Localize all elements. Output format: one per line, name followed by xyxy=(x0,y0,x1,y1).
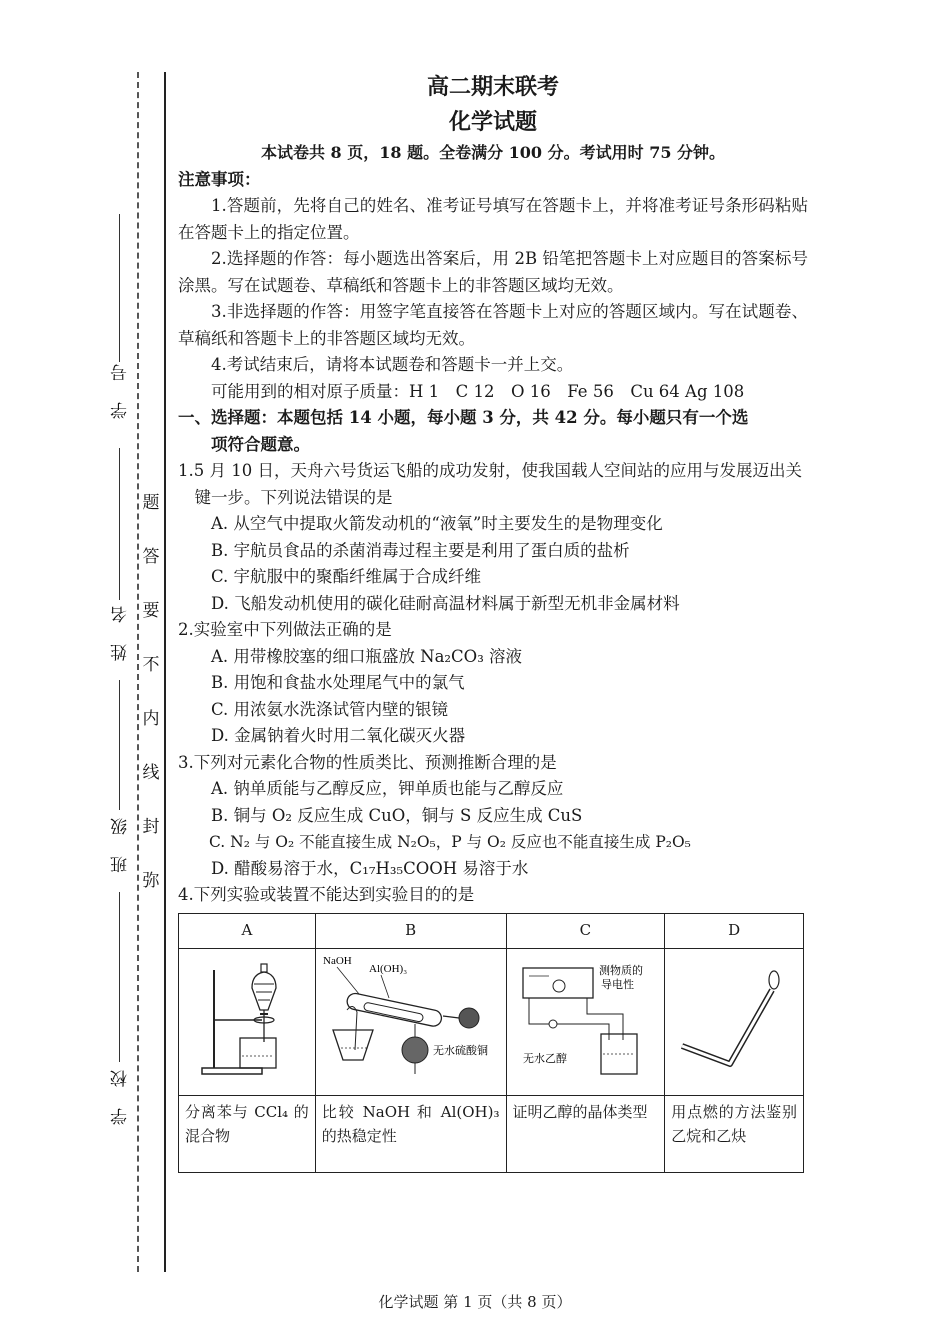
seal-char: 题 xyxy=(142,493,160,513)
school-label: 学 校 xyxy=(111,1068,131,1125)
note-item: 1.答题前，先将自己的姓名、准考证号填写在答题卡上，并将准考证号条形码粘贴在答题卡上的指定位置。 xyxy=(178,196,808,242)
desc-c: 证明乙醇的晶体类型 xyxy=(506,1096,665,1173)
option-b: B. 用饱和食盐水处理尾气中的氯气 xyxy=(211,673,465,692)
option-a: A. 用带橡胶塞的细口瓶盛放 Na₂CO₃ 溶液 xyxy=(211,646,523,666)
anhydrous-ethanol-label: 无水乙醇 xyxy=(523,1052,568,1065)
naoh-label: NaOH xyxy=(322,954,352,967)
exam-title: 高二期末联考 xyxy=(426,74,559,100)
col-header-d: D xyxy=(665,913,804,948)
student-id-fill-line[interactable] xyxy=(119,214,120,362)
seal-char: 答 xyxy=(142,547,160,567)
section-heading-cont: 项符合题意。 xyxy=(211,434,310,454)
page-footer: 化学试题 第 1 页（共 8 页） xyxy=(378,1293,572,1311)
student-id-label: 学 号 xyxy=(111,362,131,419)
option-a: A. 从空气中提取火箭发动机的“液氧”时主要发生的是物理变化 xyxy=(211,514,663,533)
option-c: C. N₂ 与 O₂ 不能直接生成 N₂O₅，P 与 O₂ 反应也不能直接生成 P₂O₅ xyxy=(209,833,691,851)
seal-char: 封 xyxy=(142,817,160,837)
question-3 xyxy=(178,750,808,883)
thermal-stability-apparatus-figure xyxy=(319,950,503,1086)
seal-char: 要 xyxy=(142,601,160,621)
question-2 xyxy=(178,617,808,750)
section-heading: 一、选择题：本题包括 14 小题，每小题 3 分，共 42 分。每小题只有一个选 xyxy=(178,408,749,427)
exam-subtitle: 化学试题 xyxy=(448,109,537,135)
question-stem: 1.5 月 10 日，天舟六号货运飞船的成功发射，使我国载人空间站的应用与发展迈出关键一步。下列说法错误的是 xyxy=(178,461,802,507)
name-fill-line[interactable] xyxy=(119,448,120,600)
option-b: B. 宇航员食品的杀菌消毒过程主要是利用了蛋白质的盐析 xyxy=(211,540,630,560)
class-label: 班 级 xyxy=(111,816,131,873)
anhydrous-cuso4-label: 无水硫酸铜 xyxy=(432,1044,488,1057)
col-header-b: B xyxy=(315,913,506,948)
class-fill-line[interactable] xyxy=(119,680,120,810)
question-stem: 2.实验室中下列做法正确的是 xyxy=(178,620,392,639)
question-stem: 3.下列对元素化合物的性质类比、预测推断合理的是 xyxy=(178,752,557,772)
question-1 xyxy=(178,458,808,617)
seal-char: 不 xyxy=(142,655,160,675)
atomic-mass-note: 可能用到的相对原子质量：H 1 C 12 O 16 Fe 56 Cu 64 Ag 108 xyxy=(211,381,745,401)
note-item: 4.考试结束后，请将本试题卷和答题卡一并上交。 xyxy=(211,355,574,374)
question-4 xyxy=(178,882,808,1173)
option-d: D. 金属钠着火时用二氧化碳灭火器 xyxy=(211,726,466,745)
desc-b: 比较 NaOH 和 Al(OH)₃ 的热稳定性 xyxy=(315,1096,506,1173)
note-item: 2.选择题的作答：每小题选出答案后，用 2B 铅笔把答题卡上对应题目的答案标号涂黑。写在试题卷、草稿纸和答题卡上的非答题区域均无效。 xyxy=(178,249,808,295)
option-a: A. 钠单质能与乙醇反应，钾单质也能与乙醇反应 xyxy=(211,779,564,798)
notes-heading: 注意事项： xyxy=(178,169,261,189)
aloh3-label: Al(OH)₃ xyxy=(368,962,407,975)
exam-content xyxy=(178,70,808,1173)
option-c: C. 宇航服中的聚酯纤维属于合成纤维 xyxy=(211,567,482,586)
option-d: D. 飞船发动机使用的碳化硅耐高温材料属于新型无机非金属材料 xyxy=(211,593,680,613)
note-item: 3.非选择题的作答：用签字笔直接答在答题卡上对应的答题区域内。写在试题卷、草稿纸和答题卡上的非答题区域均无效。 xyxy=(178,302,808,348)
name-label: 姓 名 xyxy=(111,604,131,661)
col-header-a: A xyxy=(179,913,316,948)
desc-a: 分离苯与 CCl₄ 的混合物 xyxy=(179,1096,316,1173)
binding-solid-line xyxy=(164,72,166,1272)
option-d: D. 醋酸易溶于水，C₁₇H₃₅COOH 易溶于水 xyxy=(211,858,529,878)
col-header-c: C xyxy=(506,913,665,948)
figure-c-cell xyxy=(506,948,665,1096)
combustion-tube-figure xyxy=(668,950,800,1086)
option-b: B. 铜与 O₂ 反应生成 CuO，铜与 S 反应生成 CuS xyxy=(211,805,583,825)
school-fill-line[interactable] xyxy=(119,892,120,1062)
conductivity-label-1: 测物质的 xyxy=(599,964,644,977)
seal-char: 内 xyxy=(142,709,160,729)
seal-char: 弥 xyxy=(142,871,160,891)
experiment-table xyxy=(178,913,804,1174)
desc-d: 用点燃的方法鉴别乙烷和乙炔 xyxy=(665,1096,804,1173)
binding-dashed-line xyxy=(137,72,139,1272)
figure-a-cell xyxy=(179,948,316,1096)
conductivity-label-2: 导电性 xyxy=(601,978,635,991)
seal-char: 线 xyxy=(142,763,160,783)
question-stem: 4.下列实验或装置不能达到实验目的的是 xyxy=(178,885,475,904)
conductivity-apparatus-figure xyxy=(509,950,661,1086)
separatory-funnel-apparatus-figure xyxy=(182,950,312,1086)
option-c: C. 用浓氨水洗涤试管内壁的银镜 xyxy=(211,699,449,719)
exam-intro: 本试卷共 8 页，18 题。全卷满分 100 分。考试用时 75 分钟。 xyxy=(260,143,726,162)
figure-d-cell xyxy=(665,948,804,1096)
figure-b-cell xyxy=(315,948,506,1096)
